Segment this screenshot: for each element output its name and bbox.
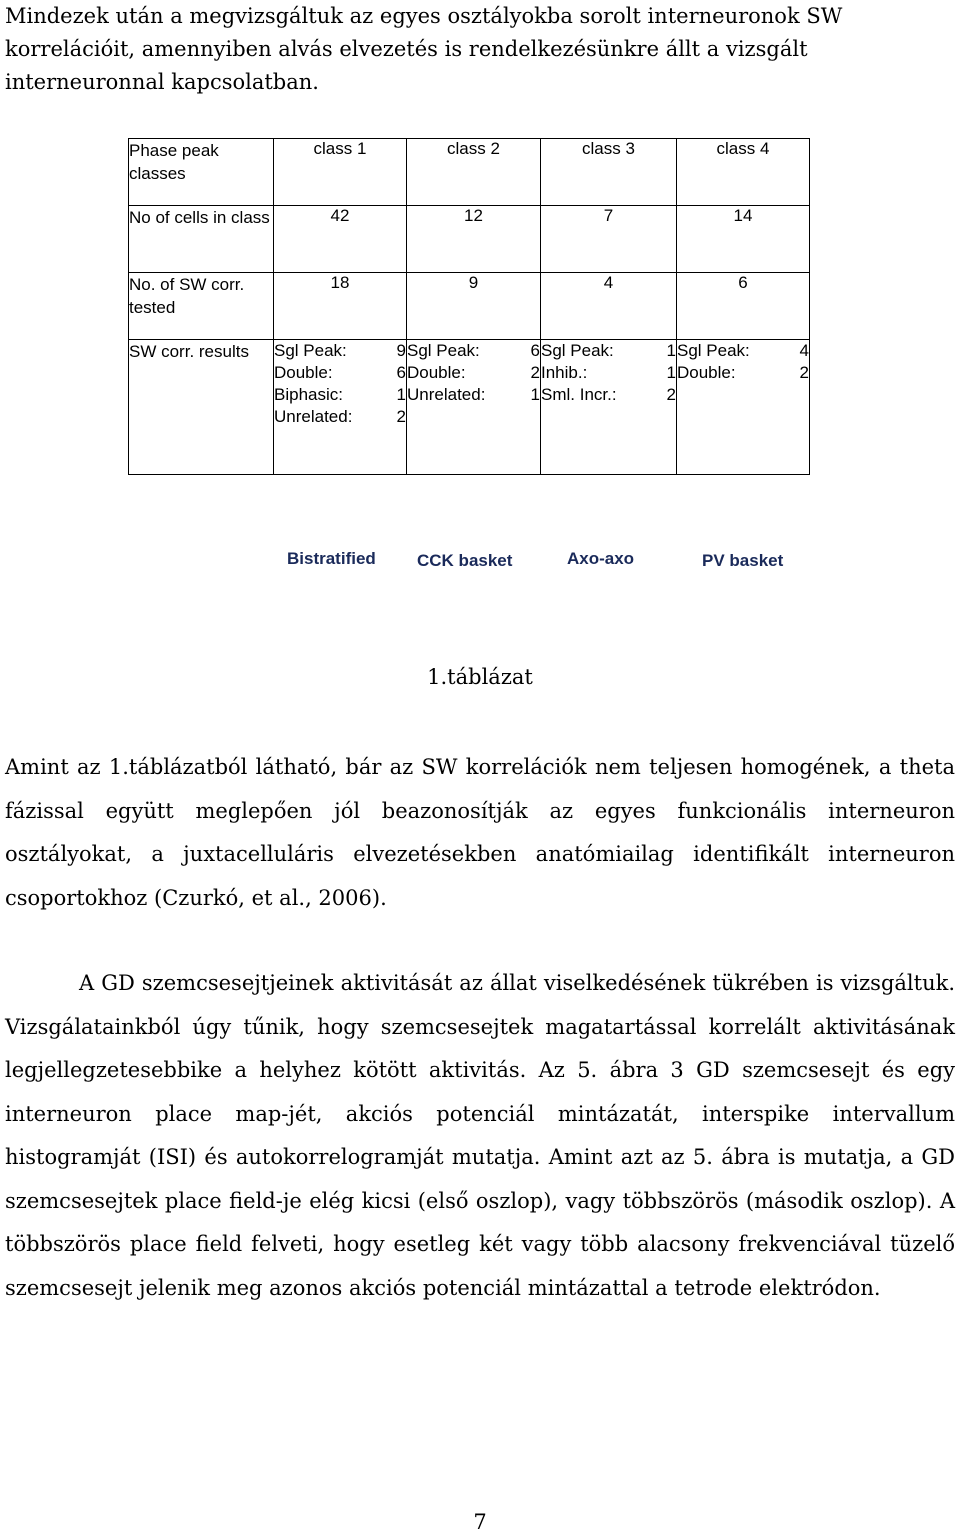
result-line: Sgl Peak: 4 <box>677 341 809 360</box>
intro-paragraph: Mindezek után a megvizsgáltuk az egyes osztályokba sorolt interneuronok SW korrelációit, amennyiben alvás elvezetés is rendelkezésünkre állt a vizsgált interneuronnal kapcsolatban. <box>5 4 843 94</box>
result-line: Sml. Incr.: 2 <box>541 385 676 404</box>
cells-count: 7 <box>541 206 677 273</box>
cell-type-label: Axo-axo <box>567 549 635 568</box>
table-caption: 1.táblázat <box>427 665 533 689</box>
result-line: Unrelated: 2 <box>274 407 406 426</box>
cell-type-label: PV basket <box>702 551 784 570</box>
sw-tested-count: 4 <box>541 273 677 340</box>
table-row <box>129 139 810 206</box>
cell-type-label: CCK basket <box>417 551 513 570</box>
class-header: class 1 <box>274 139 407 206</box>
class-header: class 4 <box>677 139 810 206</box>
row-label-sw-tested: No. of SW corr. tested <box>129 273 274 340</box>
row-label-cells-in-class: No of cells in class <box>129 206 274 273</box>
result-line: Double: 2 <box>677 363 809 382</box>
sw-results-cell <box>541 340 677 475</box>
result-line: Unrelated: 1 <box>407 385 540 404</box>
cell-type-labels <box>0 546 960 576</box>
result-line: Double: 2 <box>407 363 540 382</box>
cells-count: 12 <box>407 206 541 273</box>
row-label-sw-results: SW corr. results <box>129 340 274 475</box>
sw-tested-count: 18 <box>274 273 407 340</box>
sw-results-cell <box>407 340 541 475</box>
result-line: Sgl Peak: 1 <box>541 341 676 360</box>
result-line: Biphasic: 1 <box>274 385 406 404</box>
cell-type-label: Bistratified <box>287 549 376 568</box>
sw-tested-count: 6 <box>677 273 810 340</box>
cells-count: 42 <box>274 206 407 273</box>
sw-tested-count: 9 <box>407 273 541 340</box>
row-label-phase-peak: Phase peak classes <box>129 139 274 206</box>
sw-results-cell <box>274 340 407 475</box>
result-line: Inhib.: 1 <box>541 363 676 382</box>
result-line: Double: 6 <box>274 363 406 382</box>
result-line: Sgl Peak: 6 <box>407 341 540 360</box>
body-paragraph: Amint az 1.táblázatból látható, bár az SW korrelációk nem teljesen homogének, a theta fázissal együtt meglepően jól beazonosítják az egyes funkcionális interneuron osztályokat, a juxtacelluláris elvezetésekben anatómiailag identifikált interneuron csoportokhoz (Czurkó, et al., 2006). <box>5 755 955 910</box>
class-header: class 3 <box>541 139 677 206</box>
class-header: class 2 <box>407 139 541 206</box>
body-paragraph: A GD szemcsesejtjeinek aktivitását az állat viselkedésének tükrében is vizsgáltuk. Vizsgálatainkból úgy tűnik, hogy szemcsesejtek magatartással korrelált aktivitásának legjellegzetesebbike a helyhez kötött aktivitás. Az 5. ábra 3 GD szemcsesejt és egy interneuron place map-jét, akciós potenciál mintázatát, interspike intervallum histogramját (ISI) és autokorrelogramját mutatja. Amint azt az 5. ábra is mutatja, a GD szemcsesejtek place field-je elég kicsi (első oszlop), vagy többszörös (második oszlop). A többszörös place field felveti, hogy esetleg két vagy több alacsony frekvenciával tüzelő szemcsesejt jelenik meg azonos akciós potenciál mintázattal a tetrode elektródon. <box>5 971 955 1300</box>
table-row <box>129 340 810 475</box>
result-line: Sgl Peak: 9 <box>274 341 406 360</box>
table-row <box>129 206 810 273</box>
page-number: 7 <box>473 1510 487 1534</box>
phase-peak-table <box>128 138 810 475</box>
sw-results-cell <box>677 340 810 475</box>
cells-count: 14 <box>677 206 810 273</box>
table-row <box>129 273 810 340</box>
